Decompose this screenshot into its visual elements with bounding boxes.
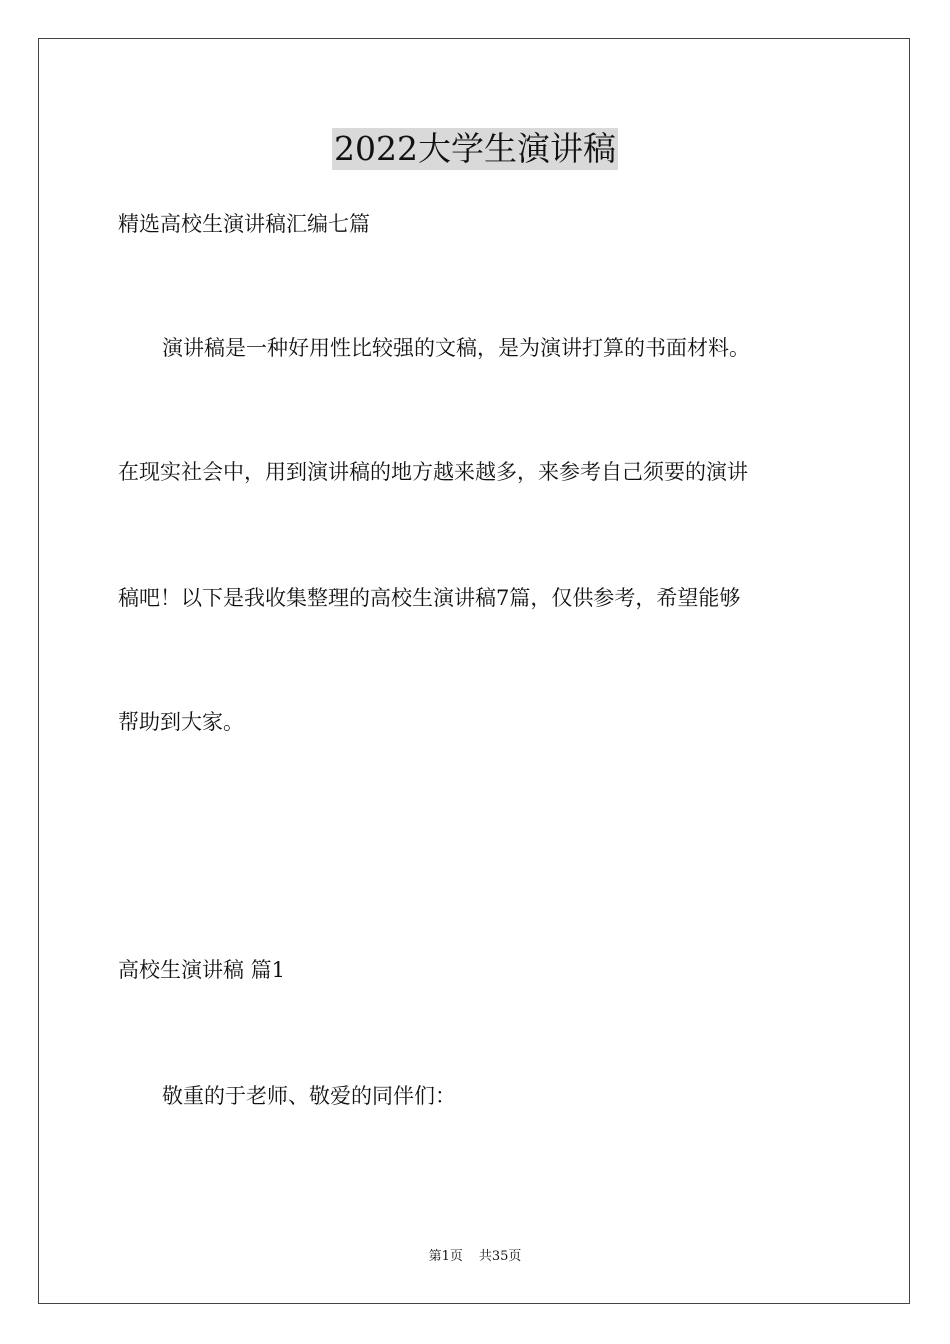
section-heading: 高校生演讲稿 篇1 [118,958,286,982]
document-title: 2022大学生演讲稿 [334,129,616,168]
intro-line-4: 帮助到大家。 [118,710,244,734]
document-subtitle: 精选高校生演讲稿汇编七篇 [118,212,370,236]
total-pages: 共35页 [478,1249,522,1264]
title-container [0,128,950,170]
intro-line-2: 在现实社会中，用到演讲稿的地方越来越多，来参考自己须要的演讲 [118,460,748,484]
greeting-line: 敬重的于老师、敬爱的同伴们： [162,1084,456,1108]
intro-line-1: 演讲稿是一种好用性比较强的文稿，是为演讲打算的书面材料。 [162,336,750,360]
page-number: 第1页 [428,1249,463,1264]
intro-line-3: 稿吧！以下是我收集整理的高校生演讲稿7篇，仅供参考，希望能够 [118,586,741,610]
page-footer [0,1248,950,1266]
